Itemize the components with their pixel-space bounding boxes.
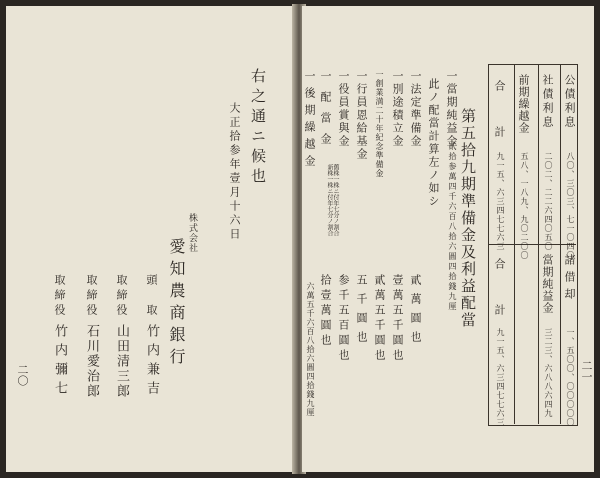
allocation-label-anniversary-reserve: 一創業満二十年紀念準備金 <box>375 70 384 178</box>
company-name: 愛知農商銀行 <box>167 238 186 370</box>
allocation-value-officer-bonus: 参千五百圓也 <box>337 274 350 364</box>
allocation-value-legal-reserve: 貳萬圓也 <box>409 274 422 350</box>
net-profit-label: 一當期純益金 <box>445 70 458 148</box>
right-page <box>302 6 594 472</box>
row-label-previous-carryover: 前期繰越金 <box>517 74 530 134</box>
row-value-depreciation: 一、五〇〇、〇〇〇〇〇 <box>566 328 575 427</box>
table-rule <box>538 64 539 424</box>
signatory-title-2: 取締役 <box>115 274 128 319</box>
allocation-value-special-reserve: 壹萬五千圓也 <box>391 274 404 364</box>
allocation-value-dividend: 拾壹萬圓也 <box>319 274 332 349</box>
row-value-bond-interest: 八〇、三〇三、七一〇四〇 <box>566 152 575 260</box>
row-value-net-profit: 三二三、六八八六四九 <box>544 328 553 418</box>
row-label-total-2: 合 計 <box>493 258 506 327</box>
row-value-total-1: 九一五、六三四七七六三 <box>496 152 505 251</box>
row-label-depreciation: 諸借却 <box>563 254 576 305</box>
carryover-value: 六萬五千六百八拾六圓四拾錢九厘 <box>306 282 315 417</box>
company-type: 株式会社 <box>189 214 199 254</box>
row-label-net-profit: 當期純益金 <box>541 254 554 314</box>
left-page <box>6 6 296 472</box>
net-profit-value: 貳拾参萬四千六百八拾六圓四拾錢九厘 <box>448 142 457 312</box>
document-date: 大正拾参年壹月十六日 <box>228 102 241 242</box>
signatory-name-2: 山田清三郎 <box>114 324 129 399</box>
allocation-label-special-reserve: 一別途積立金 <box>391 70 404 148</box>
allocation-label-pension-fund: 一行員恩給基金 <box>355 70 368 161</box>
row-label-debenture-interest: 社債利息 <box>541 74 554 130</box>
section-heading: 第五拾九期準備金及利益配當 <box>459 108 477 329</box>
row-label-total-1: 合 計 <box>493 80 506 149</box>
signatory-name-4: 竹内彌七 <box>52 324 67 400</box>
page-number-left: 二〇 <box>16 364 29 386</box>
row-value-previous-carryover: 五八、一八九、九〇二〇〇 <box>520 152 529 260</box>
signatory-title-3: 取締役 <box>85 274 98 319</box>
allocation-intro: 此ノ配當計算左ノ如シ <box>427 78 440 208</box>
carryover-label: 一後期繰越金 <box>303 70 316 172</box>
row-label-bond-interest: 公債利息 <box>563 74 576 130</box>
row-value-total-2: 九一五、六三四七七六三 <box>496 328 505 427</box>
allocation-label-legal-reserve: 一法定準備金 <box>409 70 422 148</box>
row-value-debenture-interest: 二〇二、二二六四〇五〇 <box>544 152 553 251</box>
allocation-label-officer-bonus: 一役員賞與金 <box>337 70 350 148</box>
page-number-right: 二一 <box>580 360 593 382</box>
dividend-note-old: 舊株一株ニ付年七分ノ割合 <box>332 164 339 236</box>
signatory-title-1: 頭 取 <box>145 274 158 319</box>
allocation-value-anniversary-reserve: 貳萬五千圓也 <box>373 274 386 364</box>
allocation-value-pension-fund: 五千圓也 <box>355 274 368 350</box>
signatory-name-3: 石川愛治郎 <box>84 324 99 399</box>
closing-text: 右之通ニ候也 <box>249 68 267 188</box>
table-rule <box>514 64 515 424</box>
signatory-name-1: 竹内兼吉 <box>144 324 159 400</box>
dividend-note-new: 新株一株ニ付年七分ノ割合 <box>326 164 333 236</box>
allocation-label-dividend: 一配當金 <box>319 70 332 154</box>
table-rule <box>560 64 561 424</box>
signatory-title-4: 取締役 <box>53 274 66 319</box>
